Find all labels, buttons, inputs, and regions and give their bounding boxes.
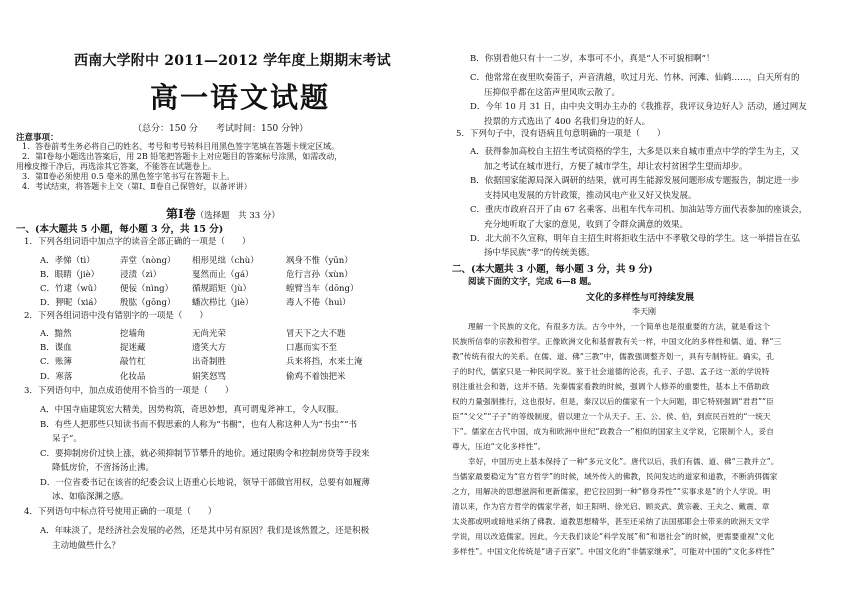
q5-line: 扬中华民族“孝”的传统美德。 (484, 248, 595, 258)
q2-option-b-1: B．谍血 (40, 343, 72, 353)
q1-option-a-1: A．孝悌（tì） (40, 256, 95, 266)
article-line: 理解一个民族的文化，有很多方法。古今中外，一个简单也是很重要的方法，就是看这个 (468, 322, 771, 331)
q3-line: B．有些人把那些只知读书而不假思索的人称为“书橱”，也有人称这种人为“书虫”“书 (40, 420, 357, 430)
q1-option-c-3: 循规蹈矩（jù） (192, 284, 252, 294)
q2-option-a-3: 无尚光荣 (192, 329, 227, 339)
q3-line: 呆子”。 (52, 434, 82, 444)
q4-line: 主动地做些什么？ (52, 541, 121, 551)
section-one-heading: 一、(本大题共 5 小题，每小题 3 分，共 15 分) (16, 224, 224, 235)
q2-option-d-1: D．寒落 (40, 372, 73, 382)
article-line: 太炎都或明或暗地采纳了佛教、道教思想精华，甚至还采纳了法国那耶会士带来的欧洲天文学 (452, 517, 770, 526)
q1-option-b-4: 危行言孙（xùn） (286, 270, 353, 280)
q5-line: 支持风电发展的方针政策，推动风电产业又好又快发展。 (484, 191, 697, 201)
q1-option-c-4: 蝗臂当车（dōng） (286, 284, 359, 294)
article-line: 当儒家最要稳定为“官方哲学”的时候，域外传入的佛教，民间发达的道家和道教，不断消弭儒家 (452, 472, 778, 481)
question-4-stem: 4．下列语句中标点符号使用正确的一项是（ ） (24, 507, 217, 517)
article-line: 教”传统有很大的关系。在儒、道、佛“三教”中，儒教强调整齐划一，具有专制特征。确实，孔 (452, 352, 774, 361)
article-line: 尊大，压迫“文化多样性”。 (452, 442, 546, 451)
exam-subject-title: 高一语文试题 (150, 81, 331, 114)
note-item: 2．第Ⅰ卷每小题选出答案后，用 2B 铅笔把答题卡上对应题目的答案标号涂黑，如需改动， (22, 152, 343, 161)
q5-line: 加之考试在城市进行，方便了城市学生，却让农村贫困学生望而却步。 (484, 162, 748, 172)
q1-option-a-2: 弄堂（nòng） (120, 256, 176, 266)
q2-option-a-1: A．黯然 (40, 329, 72, 339)
article-line: 之方，用解决的思想滋润和更新儒家，把它拉回到一种“修身养性”“实事求是”的个人学说。明 (452, 487, 771, 496)
q2-option-b-3: 遗笑大方 (192, 343, 227, 353)
article-line: 学说，用以改造儒家。因此，今天我们谈论“科学发展”和“和谐社会”的时候，更需要重视“文化 (452, 532, 775, 541)
q5-line: 充分地听取了大家的意见，收到了令群众满意的效果。 (484, 220, 689, 230)
q2-option-c-4: 兵来将挡，水来土淹 (286, 357, 363, 367)
note-item: 4．考试结束，将答题卡上交（第Ⅰ、Ⅱ卷自己保管好，以备评讲） (22, 182, 252, 191)
note-item: 3．第Ⅱ卷必须使用 0.5 毫米的黑色签字笔书写在答题卡上。 (22, 172, 235, 181)
q2-option-c-3: 出奇制胜 (192, 357, 227, 367)
article-line: 清以来，作为官方哲学的儒家学者，如王阳明、徐光启、顾炎武、黄宗羲、王夫之、戴震、章 (452, 502, 770, 511)
volume-label: 第Ⅰ卷 (166, 207, 196, 221)
q2-option-d-3: 娟笑怒骂 (192, 372, 227, 382)
q1-option-d-2: 殷肱（gōng） (120, 298, 176, 308)
q5-line: D．北大前不久宣称，明年自主招生时将拒收生活中不孝敬父母的学生。这一举措旨在弘 (470, 234, 800, 244)
q4-option-d-cont: 投票的方式选出了 400 名我们身边的好人。 (484, 117, 651, 127)
q4-option-c: C．他常常在夜里吹奏笛子，声音清越，吹过月光、竹林、河滩、仙鹤……，白天所有的 (470, 73, 800, 83)
q3-line: 冰、如临深渊之感。 (52, 492, 129, 502)
q3-line: 降低房价，不啻扬汤止沸。 (52, 463, 155, 473)
q3-line: A．中国寺庙建筑宏大精美，因势构筑，奇思妙想，真可谓鬼斧神工，令人叹服。 (40, 405, 344, 415)
q3-line: D．一位省委书记在该省的纪委会议上语重心长地说，领导干部做官用权，总要有如履薄 (40, 478, 370, 488)
notes-heading: 注意事项： (16, 133, 59, 143)
q1-option-a-4: 飒身不惟（yūn） (286, 256, 353, 266)
article-line: 别注重社会和谐，这并不错。先秦儒家看教的时候，强调个人修养的重要性，基本上不借助政 (452, 382, 770, 391)
q1-option-d-3: 蟠次栉比（jiè） (192, 298, 254, 308)
note-item: 用橡皮擦干净后，再选涂其它答案，不能答在试题卷上。 (16, 162, 216, 171)
q2-option-d-4: 偷鸡不着蚀把米 (286, 372, 346, 382)
q1-option-c-1: C．竹逮（wǔ） (40, 284, 102, 294)
score-info: （总分：150 分 考试时间：150 分钟） (133, 124, 309, 134)
q1-option-c-2: 便佞（nìng） (120, 284, 174, 294)
q5-line: C．重庆市政府召开了由 67 名乘客、出租车代车司机、加油站等方面代表参加的座谈会， (470, 205, 808, 215)
q3-line: C．要抑制房价过快上涨，就必须抑制节节攀升的地价。通过限购令和控制房贷等手段来 (40, 449, 370, 459)
question-5-stem: 5．下列句子中，没有语病且句意明确的一项是（ ） (456, 129, 666, 139)
q4-option-c-cont: 压抑似乎都在这笛声里风吹云散了。 (484, 88, 621, 98)
q1-option-a-3: 相形见绌（chù） (192, 256, 259, 266)
q1-option-d-1: D．狎昵（xiá） (40, 298, 102, 308)
q2-option-a-2: 挖墙角 (120, 329, 146, 339)
article-line: 幸好，中国历史上基本保持了一种“多元文化”。唐代以后，我们有儒、道、佛“三教并立”。 (468, 457, 779, 466)
q1-option-b-1: B．眼睛（jiè） (40, 270, 100, 280)
article-line: 下”。儒家在古代中国，成为和欧洲中世纪“政教合一”相似的国家主义学说，它限制个人，妥自 (452, 427, 774, 436)
question-3-stem: 3．下列语句中，加点成语使用不恰当的一项是（ ） (24, 386, 234, 396)
article-line: 民族所信奉的宗教和哲学。正像欧洲文化和基督教有关一样，中国文化的多样性和儒、道、释“三 (452, 337, 782, 346)
article-line: 权的力量强制推行，这也很好。但是，秦汉以后的儒家有一个大问题，即它特别强调“君君”“臣 (452, 397, 774, 406)
article-line: 多样性”。中国文化传统是“诸子百家”。中国文化的“非儒家继承”，可能对中国的“文化多样性” (452, 547, 775, 556)
q2-option-c-1: C．账簿 (40, 357, 73, 367)
section-two-heading: 二、(本大题共 3 小题，每小题 3 分，共 9 分) (452, 264, 653, 275)
q2-option-d-2: 化妆品 (120, 372, 146, 382)
q4-line: A．年味淡了，是经济社会发展的必然，还是其中另有原因？我们是该然置之，还是积极 (40, 526, 370, 536)
q2-option-b-4: 口惠而实不至 (286, 343, 338, 353)
note-item: 1．答卷前考生务必将自己的姓名、考号和考号转科目用黑色签字笔填在答题卡规定区域。 (22, 142, 340, 151)
reading-instruction: 阅读下面的文字，完成 6—8 题。 (468, 277, 597, 287)
volume-note: （选择题 共 33 分） (195, 211, 280, 221)
article-line: 子的时代，儒家只是一种民间学说。鉴于社会道德的沦丧，孔子、子思、孟子这一派的学说特 (452, 367, 770, 376)
q5-line: A．获得参加高校自主招生考试资格的学生，大多是以来自城市重点中学的学生为主，又 (470, 147, 800, 157)
q1-option-d-4: 毒人不倦（huì） (286, 298, 351, 308)
q1-option-b-3: 戛然而止（gá） (192, 270, 254, 280)
q2-option-c-2: 敲竹杠 (120, 357, 146, 367)
q5-line: B．依据国家能源局深入调研的结果，就可再生能源发展问题形成专题报告，制定进一步 (470, 176, 800, 186)
article-line: 臣”“父父”“子子”的等级制度，借以建立一个从天子、王、公、侯、伯，到庶民百姓的“一统天 (452, 412, 771, 421)
question-1-stem: 1．下列各组词语中加点字的读音全部正确的一项是（ ） (24, 237, 251, 247)
volume-one-heading (166, 205, 280, 222)
article-author: 李天刚 (632, 307, 656, 316)
question-2-stem: 2．下列各组词语中没有错别字的一项是（ ） (24, 311, 208, 321)
school-exam-title: 西南大学附中 2011—2012 学年度上期期末考试 (74, 53, 391, 69)
q4-option-b: B．你别看他只有十一二岁，本事可不小，真是“人不可貌相啊”！ (470, 54, 715, 64)
q4-option-d: D．今年 10 月 31 日，由中央文明办主办的《我推荐，我评议身边好人》活动，通过网友 (470, 102, 807, 112)
q1-option-b-2: 浸渍（zì） (120, 270, 162, 280)
q2-option-a-4: 冒天下之大不韪 (286, 329, 346, 339)
article-title: 文化的多样性与可持续发展 (586, 293, 695, 303)
q2-option-b-2: 捉迷藏 (120, 343, 146, 353)
